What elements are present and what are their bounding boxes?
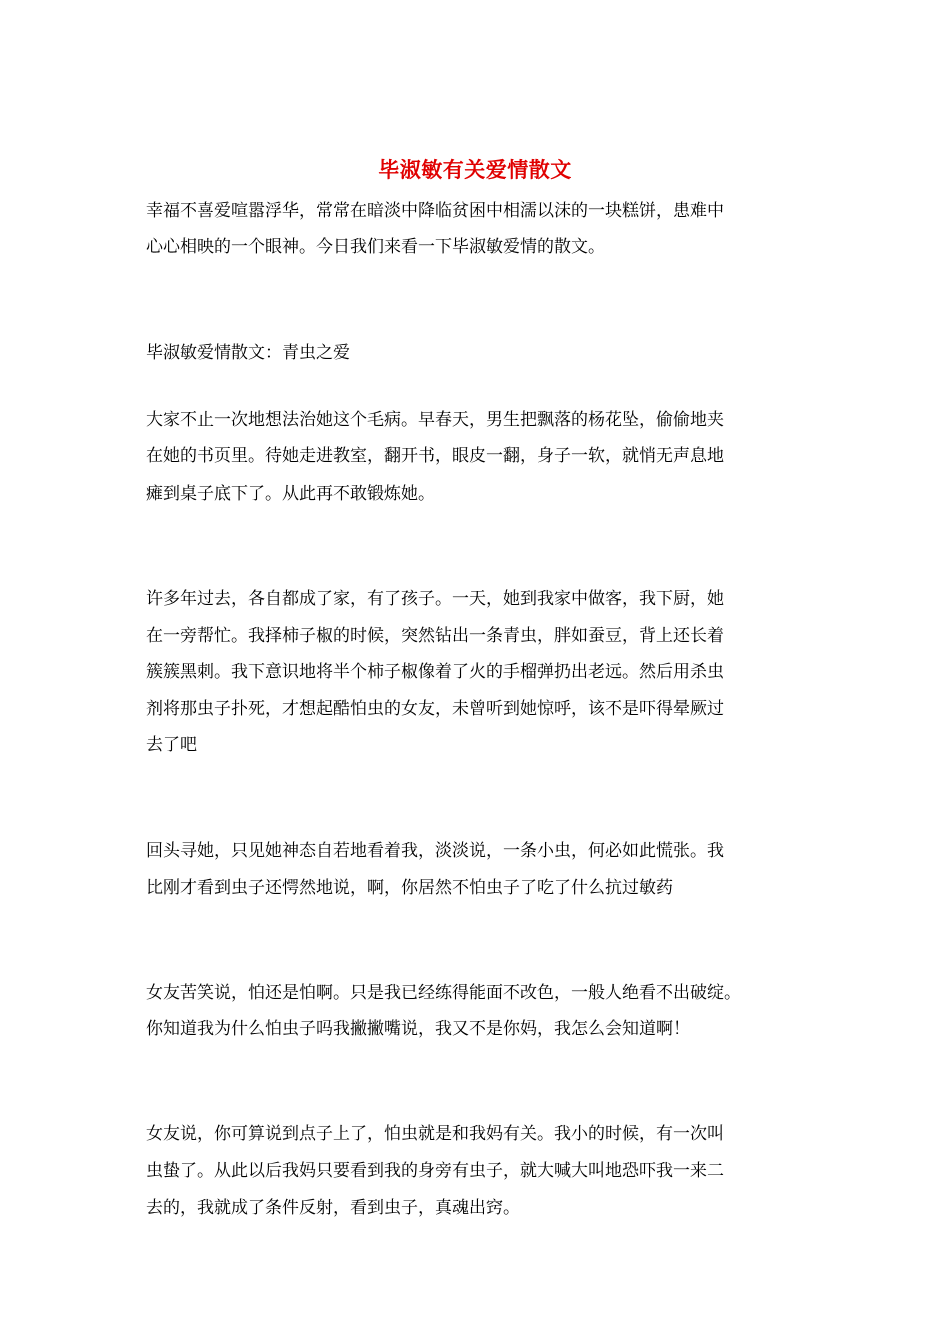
paragraph-line: 比刚才看到虫子还愕然地说，啊，你居然不怕虫子了吃了什么抗过敏药 — [146, 878, 673, 898]
paragraph-line: 虫蛰了。从此以后我妈只要看到我的身旁有虫子，就大喊大叫地恐吓我一来二 — [146, 1161, 724, 1181]
paragraph-line: 许多年过去，各自都成了家，有了孩子。一天，她到我家中做客，我下厨，她 — [146, 589, 724, 609]
paragraph-line: 在一旁帮忙。我择柿子椒的时候，突然钻出一条青虫，胖如蚕豆，背上还长着 — [146, 626, 724, 646]
paragraph-line: 在她的书页里。待她走进教室，翻开书，眼皮一翻，身子一软，就悄无声息地 — [146, 446, 724, 466]
paragraph-line: 回头寻她，只见她神态自若地看着我，淡淡说，一条小虫，何必如此慌张。我 — [146, 841, 724, 861]
paragraph-line: 大家不止一次地想法治她这个毛病。早春天，男生把飘落的杨花坠，偷偷地夹 — [146, 410, 724, 430]
section-subtitle: 毕淑敏爱情散文：青虫之爱 — [146, 343, 350, 363]
paragraph-line: 去的，我就成了条件反射，看到虫子，真魂出窍。 — [146, 1198, 520, 1218]
intro-line: 幸福不喜爱喧嚣浮华，常常在暗淡中降临贫困中相濡以沫的一块糕饼，患难中 — [146, 201, 724, 221]
paragraph-line: 女友说，你可算说到点子上了，怕虫就是和我妈有关。我小的时候，有一次叫 — [146, 1124, 724, 1144]
paragraph-line: 瘫到桌子底下了。从此再不敢锻炼她。 — [146, 484, 435, 504]
paragraph-line: 簇簇黑刺。我下意识地将半个柿子椒像着了火的手榴弹扔出老远。然后用杀虫 — [146, 662, 724, 682]
intro-line: 心心相映的一个眼神。今日我们来看一下毕淑敏爱情的散文。 — [146, 237, 605, 257]
paragraph-line: 去了吧 — [146, 735, 197, 755]
paragraph-line: 你知道我为什么怕虫子吗我撇撇嘴说，我又不是你妈，我怎么会知道啊！ — [146, 1019, 690, 1039]
paragraph-line: 女友苦笑说，怕还是怕啊。只是我已经练得能面不改色，一般人绝看不出破绽。 — [146, 983, 741, 1003]
paragraph-line: 剂将那虫子扑死，才想起酷怕虫的女友，未曾听到她惊呼，该不是吓得晕厥过 — [146, 699, 724, 719]
document-title: 毕淑敏有关爱情散文 — [378, 157, 572, 182]
